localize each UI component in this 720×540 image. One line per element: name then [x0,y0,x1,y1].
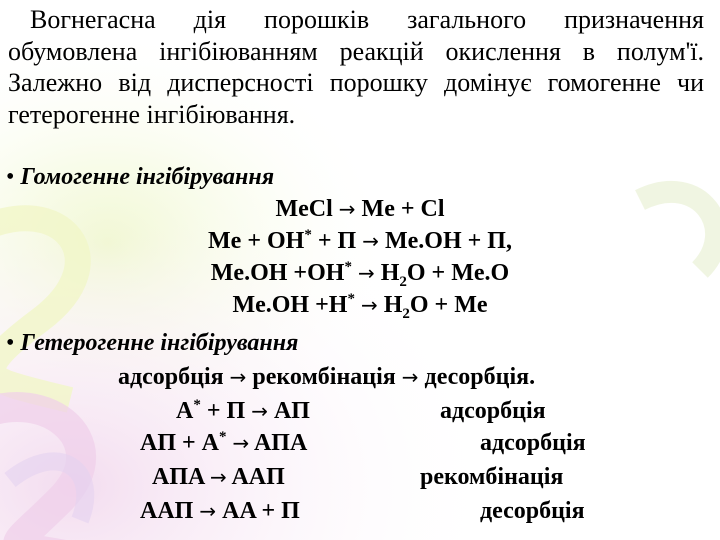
reaction-row-1-label: адсорбція [440,398,546,424]
heterogeneous-heading: Гетерогенне інгібірування [20,330,299,356]
bullet-icon: • [6,164,15,190]
equation-4: $Me.OH +H^* \to H_2O + Me$ [232,291,488,322]
arrow-icon: → [210,465,227,489]
reaction-row-1: A* + П → AП [176,397,310,424]
reaction-row-3-label: рекомбінація [420,464,564,490]
heterogeneous-heading-line [6,330,298,357]
reaction-row-2: AП + A* → AПA [140,429,308,456]
arrow-icon: → [401,365,419,389]
arrow-icon: → [362,229,379,253]
homogeneous-heading-line [6,164,274,191]
reaction-row-4: AAП → AA + П [140,498,300,524]
equation-3: $Me.OH +OH^* \to H_2O + Me.O$ [210,259,510,290]
arrow-icon: → [232,431,250,455]
reaction-row-3: AПA → AAП [152,464,285,490]
bullet-icon: • [6,330,15,356]
arrow-icon: → [338,197,356,221]
intro-paragraph: Вогнегасна дія порошків загального призначення обумовлена інгібіюванням реакцій окислення в полум'ї. Залежно від дисперсності порошку домінує гомогенне чи гетерогенне інгібіювання. [8,5,704,129]
arrow-icon: → [357,261,375,285]
arrow-icon: → [360,293,378,317]
arrow-icon: → [229,365,247,389]
arrow-icon: → [251,399,268,423]
process-chain: адсорбція → рекомбінація → десорбція. [118,364,536,390]
equation-1: MeCl → Me + Cl [275,196,445,222]
equation-2: Me + OH* + П → Me.OH + П, [208,227,512,254]
reaction-row-4-label: десорбція [480,498,585,524]
homogeneous-heading: Гомогенне інгібірування [20,164,275,190]
arrow-icon: → [199,499,217,523]
reaction-row-2-label: адсорбція [480,430,586,456]
